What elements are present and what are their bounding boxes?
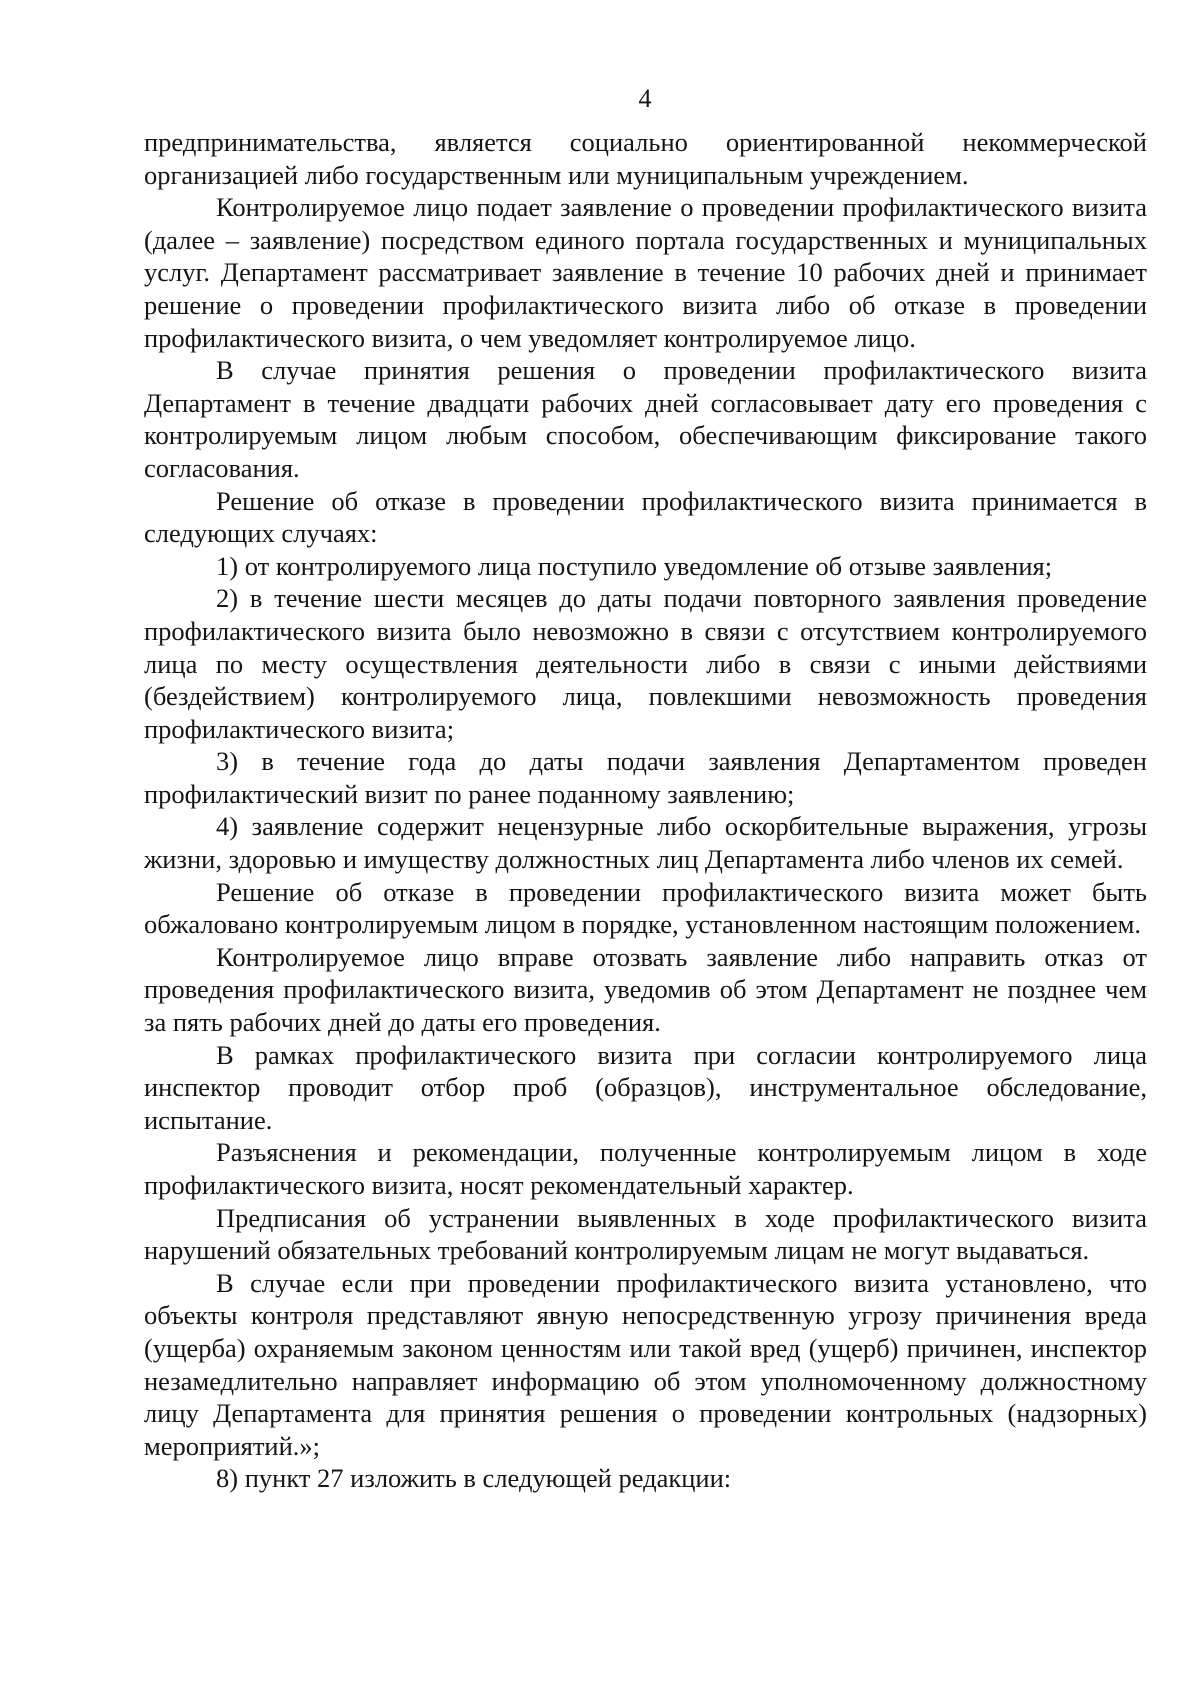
paragraph-refusal-cases-intro: Решение об отказе в проведении профилактического визита принимается в следующих случаях: [144,485,1147,549]
paragraph-item-27: 8) пункт 27 изложить в следующей редакции: [216,1463,732,1494]
page-number: 4 [638,84,652,113]
paragraph-threat-case: В случае если при проведении профилактического визита установлено, что объекты контроля представляют явную непосредственную угрозу причинения вреда (ущерба) охраняемым законом ценностям или такой вред (ущерб) причинен, инспектор незамедлительно направляет информацию об этом уполномоченному должностному лицу Департамента для принятия решения о проведении контрольных (надзорных) мероприятий.»; [144,1267,1147,1461]
list-item-2: 2) в течение шести месяцев до даты подачи повторного заявления проведение профилактического визита было невозможно в связи с отсутствием контролируемого лица по месту осуществления деятельности либо в связи с иными действиями (бездействием) контролируемого лица, повлекшими невозможность проведения профилактического визита; [144,583,1147,744]
paragraph-refusal-appeal: Решение об отказе в проведении профилактического визита может быть обжаловано контролируемым лицом в порядке, установленном настоящим положением. [144,876,1147,940]
list-item-1: 1) от контролируемого лица поступило уведомление об отзыве заявления; [216,550,1053,581]
paragraph-prescriptions: Предписания об устранении выявленных в ходе профилактического визита нарушений обязательных требований контролируемым лицам не могут выдаваться. [144,1202,1147,1266]
paragraph-continuation: предпринимательства, является социально ориентированной некоммерческой организацией либо государственным или муниципальным учреждением. [144,127,1147,190]
list-item-3: 3) в течение года до даты подачи заявления Департаментом проведен профилактический визит по ранее поданному заявлению; [144,746,1147,809]
document-body [144,126,1147,1495]
paragraph-withdrawal: Контролируемое лицо вправе отозвать заявление либо направить отказ от проведения профилактического визита, уведомив об этом Департамент не позднее чем за пять рабочих дней до даты его проведения. [144,941,1147,1038]
paragraph-recommendations: Разъяснения и рекомендации, полученные контролируемым лицом в ходе профилактического визита, носят рекомендательный характер. [144,1137,1147,1200]
paragraph-sampling: В рамках профилактического визита при согласии контролируемого лица инспектор проводит отбор проб (образцов), инструментальное обследование, испытание. [144,1039,1147,1135]
list-item-4: 4) заявление содержит нецензурные либо оскорбительные выражения, угрозы жизни, здоровью и имуществу должностных лиц Департамента либо членов их семей. [144,811,1147,875]
paragraph-date-agreement: В случае принятия решения о проведении профилактического визита Департамент в течение двадцати рабочих дней согласовывает дату его проведения с контролируемым лицом любым способом, обеспечивающим фиксирование такого согласования. [144,355,1147,483]
paragraph-application-submission: Контролируемое лицо подает заявление о проведении профилактического визита (далее – заявление) посредством единого портала государственных и муниципальных услуг. Департамент рассматривает заявление в течение 10 рабочих дней и принимает решение о проведении профилактического визита либо об отказе в проведении профилактического визита, о чем уведомляет контролируемое лицо. [144,192,1147,353]
